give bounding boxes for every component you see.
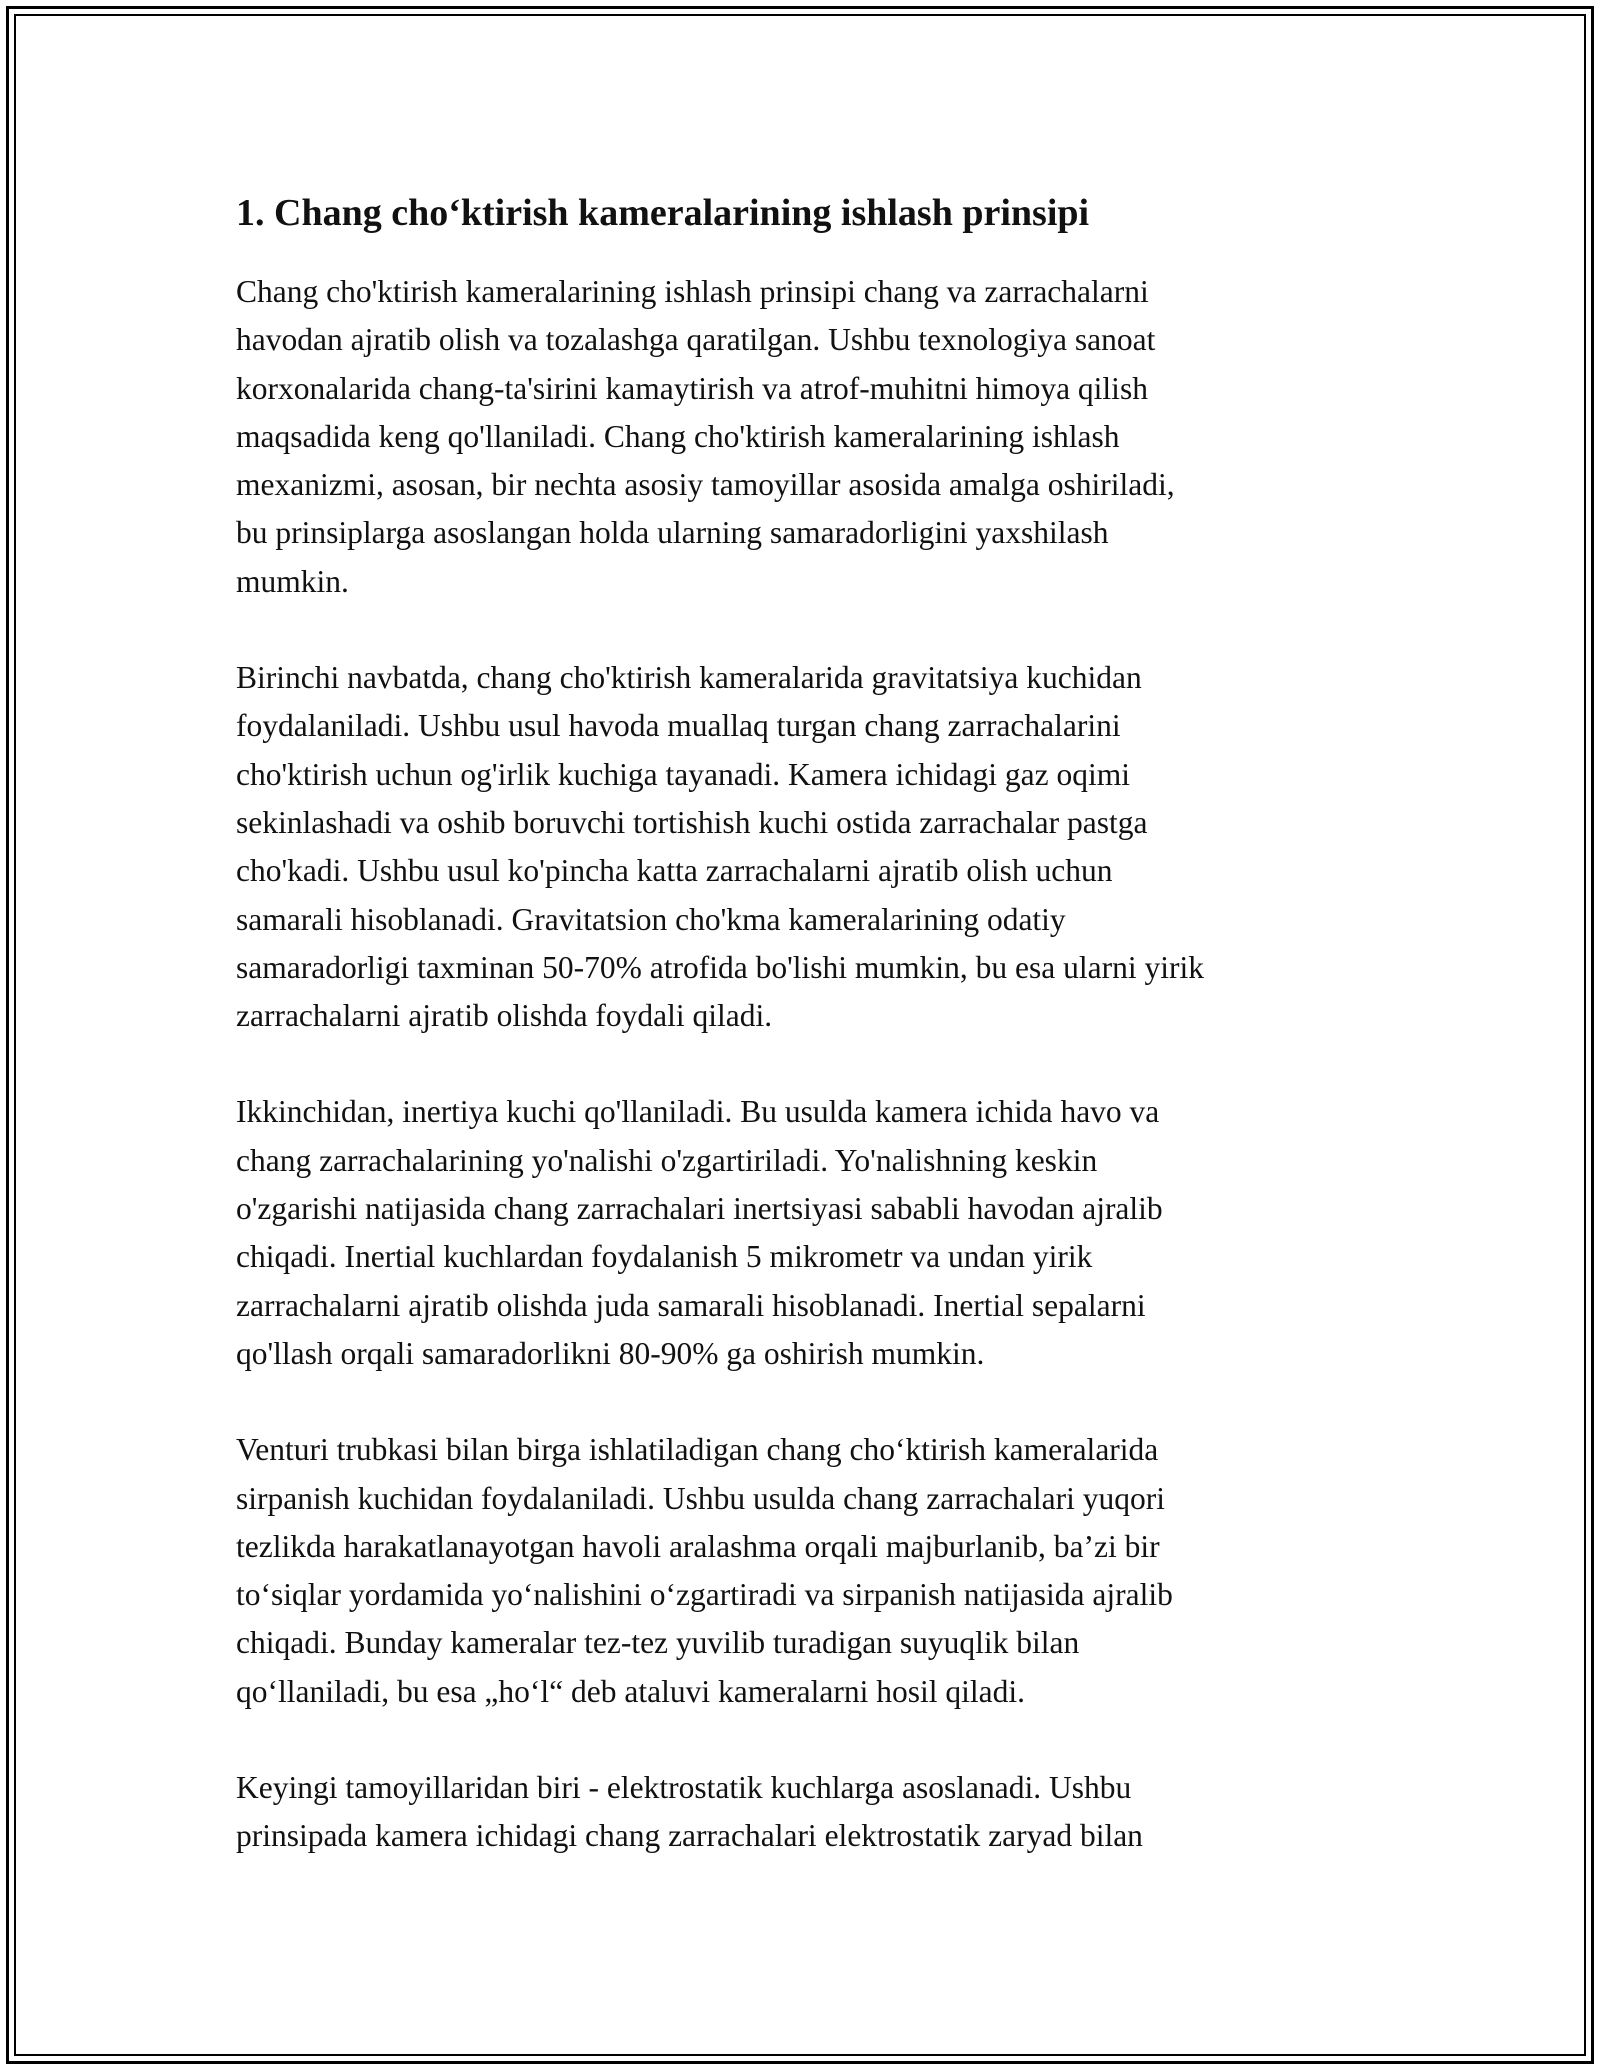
- paragraph-list: [236, 268, 1386, 1861]
- paragraph-line: Venturi trubkasi bilan birga ishlatiladigan chang cho‘ktirish kameralarida: [236, 1432, 1159, 1468]
- paragraph-line: maqsadida keng qo'llaniladi. Chang cho'ktirish kameralarining ishlash: [236, 418, 1120, 454]
- paragraph-line: prinsipada kamera ichidagi chang zarrachalari elektrostatik zaryad bilan: [236, 1818, 1143, 1854]
- body-paragraph: [236, 268, 1386, 606]
- paragraph-line: Ikkinchidan, inertiya kuchi qo'llaniladi. Bu usulda kamera ichida havo va: [236, 1094, 1160, 1130]
- paragraph-line: qo'llash orqali samaradorlikni 80-90% ga oshirish mumkin.: [236, 1335, 985, 1371]
- paragraph-line: sirpanish kuchidan foydalaniladi. Ushbu usulda chang zarrachalari yuqori: [236, 1480, 1165, 1516]
- paragraph-line: mumkin.: [236, 563, 349, 599]
- paragraph-line: cho'kadi. Ushbu usul ko'pincha katta zarrachalarni ajratib olish uchun: [236, 853, 1113, 889]
- body-paragraph: [236, 654, 1386, 1040]
- paragraph-line: Birinchi navbatda, chang cho'ktirish kameralarida gravitatsiya kuchidan: [236, 660, 1142, 696]
- paragraph-line: chiqadi. Bunday kameralar tez-tez yuvilib turadigan suyuqlik bilan: [236, 1625, 1080, 1661]
- paragraph-line: bu prinsiplarga asoslangan holda ularning samaradorligini yaxshilash: [236, 515, 1109, 551]
- paragraph-line: foydalaniladi. Ushbu usul havoda muallaq turgan chang zarrachalarini: [236, 708, 1121, 744]
- paragraph-line: korxonalarida chang-ta'sirini kamaytirish va atrof-muhitni himoya qilish: [236, 370, 1148, 406]
- paragraph-line: Keyingi tamoyillaridan biri - elektrostatik kuchlarga asoslanadi. Ushbu: [236, 1770, 1132, 1806]
- paragraph-line: o'zgarishi natijasida chang zarrachalari inertsiyasi sababli havodan ajralib: [236, 1191, 1163, 1227]
- paragraph-line: qo‘llaniladi, bu esa „ho‘l“ deb ataluvi kameralarni hosil qiladi.: [236, 1673, 1025, 1709]
- paragraph-line: zarrachalarni ajratib olishda juda samarali hisoblanadi. Inertial sepalarni: [236, 1287, 1146, 1323]
- paragraph-line: tezlikda harakatlanayotgan havoli aralashma orqali majburlanib, ba’zi bir: [236, 1528, 1160, 1564]
- body-paragraph: [236, 1764, 1386, 1861]
- body-paragraph: [236, 1088, 1386, 1378]
- paragraph-line: samaradorligi taxminan 50-70% atrofida bo'lishi mumkin, bu esa ularni yirik: [236, 949, 1204, 985]
- section-heading: 1. Chang cho‘ktirish kameralarining ishlash prinsipi: [236, 192, 1090, 234]
- paragraph-line: cho'ktirish uchun og'irlik kuchiga tayanadi. Kamera ichidagi gaz oqimi: [236, 756, 1130, 792]
- paragraph-line: sekinlashadi va oshib boruvchi tortishish kuchi ostida zarrachalar pastga: [236, 804, 1148, 840]
- paragraph-line: zarrachalarni ajratib olishda foydali qiladi.: [236, 998, 773, 1034]
- paragraph-line: chiqadi. Inertial kuchlardan foydalanish 5 mikrometr va undan yirik: [236, 1239, 1093, 1275]
- paragraph-line: havodan ajratib olish va tozalashga qaratilgan. Ushbu texnologiya sanoat: [236, 322, 1156, 358]
- paragraph-line: chang zarrachalarining yo'nalishi o'zgartiriladi. Yo'nalishning keskin: [236, 1142, 1098, 1178]
- paragraph-line: to‘siqlar yordamida yo‘nalishini o‘zgartiradi va sirpanish natijasida ajralib: [236, 1577, 1173, 1613]
- paragraph-line: samarali hisoblanadi. Gravitatsion cho'kma kameralarining odatiy: [236, 901, 1066, 937]
- body-paragraph: [236, 1426, 1386, 1716]
- document-body: [236, 186, 1386, 1909]
- paragraph-line: Chang cho'ktirish kameralarining ishlash prinsipi chang va zarrachalarni: [236, 274, 1149, 309]
- paragraph-line: mexanizmi, asosan, bir nechta asosiy tamoyillar asosida amalga oshiriladi,: [236, 467, 1175, 503]
